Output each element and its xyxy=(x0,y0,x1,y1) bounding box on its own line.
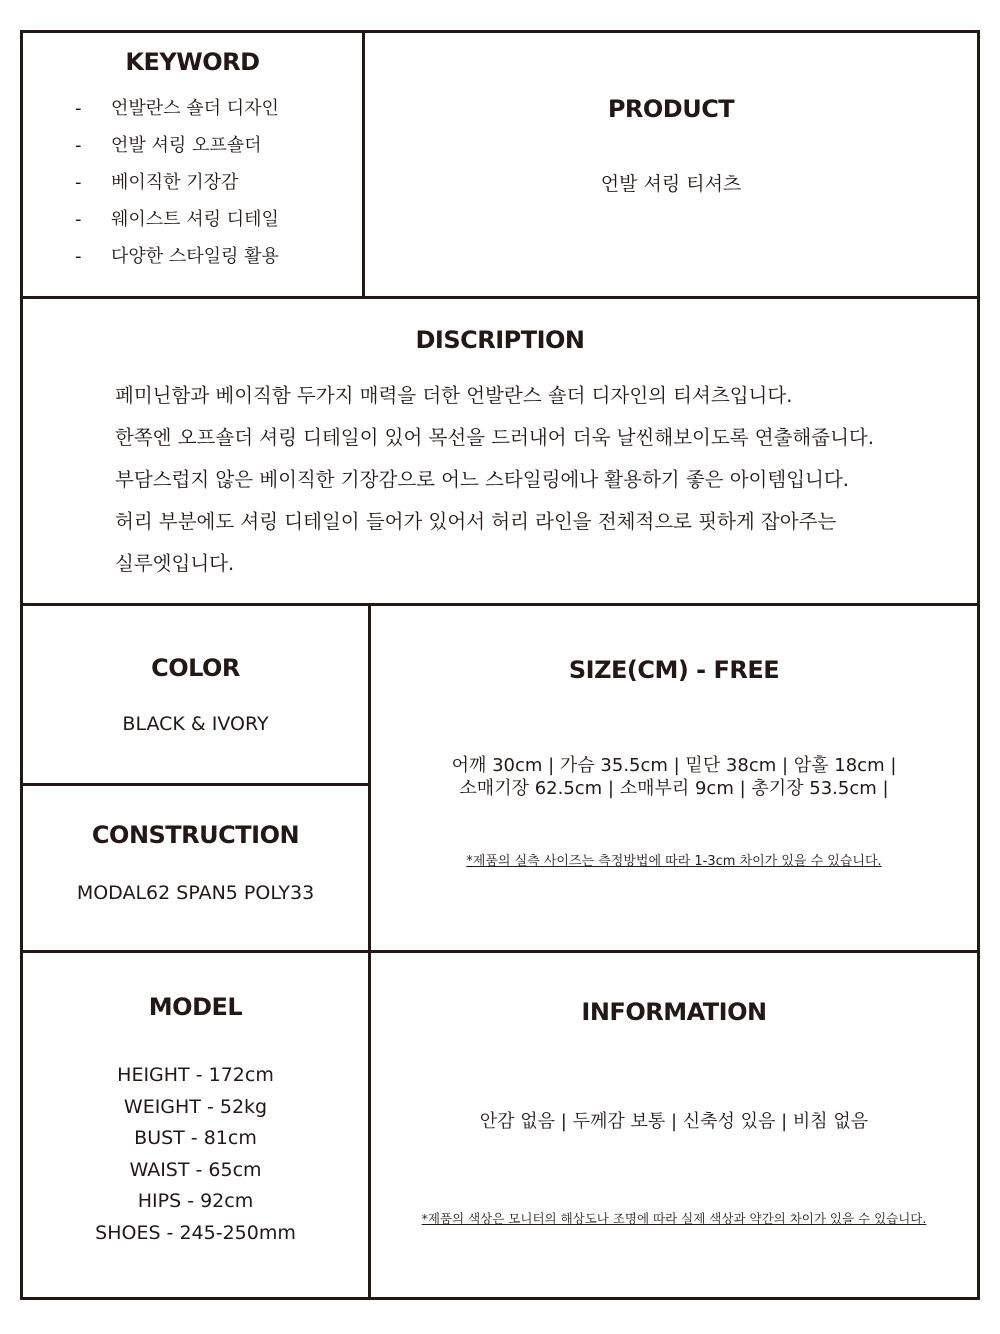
list-item: - 웨이스트 셔링 디테일 xyxy=(75,209,279,230)
color-heading: COLOR xyxy=(151,654,240,682)
color-value: BLACK & IVORY xyxy=(122,713,269,735)
keyword-list xyxy=(23,90,362,275)
information-value: 안감 없음 | 두께감 보통 | 신축성 있음 | 비침 없음 xyxy=(479,1111,869,1132)
construction-heading: CONSTRUCTION xyxy=(91,821,300,849)
information-section xyxy=(371,953,977,1297)
list-item: - 언발란스 숄더 디자인 xyxy=(75,98,279,119)
description-section xyxy=(23,299,977,603)
color-section xyxy=(23,606,368,783)
information-heading: INFORMATION xyxy=(581,998,767,1026)
description-line: 페미닌함과 베이직함 두가지 매력을 더한 언발란스 숄더 디자인의 티셔츠입니다. xyxy=(115,384,793,407)
model-measurement: WEIGHT - 52kg xyxy=(123,1095,268,1118)
model-measurement: WAIST - 65cm xyxy=(129,1158,262,1181)
product-name: 언발 셔링 티셔츠 xyxy=(600,173,742,195)
size-heading: SIZE(CM) - FREE xyxy=(568,656,780,684)
model-measurement: HIPS - 92cm xyxy=(137,1190,254,1213)
model-section xyxy=(23,953,368,1297)
description-heading: DISCRIPTION xyxy=(415,326,585,354)
description-line: 부담스럽지 않은 베이직한 기장감으로 어느 스타일링에나 활용하기 좋은 아이템입니다. xyxy=(115,468,849,491)
description-line: 한쪽엔 오프숄더 셔링 디테일이 있어 목선을 드러내어 더욱 날씬해보이도록 연출해줍니다. xyxy=(115,426,874,449)
model-heading: MODEL xyxy=(148,993,243,1021)
size-section xyxy=(371,606,977,950)
construction-section xyxy=(23,786,368,950)
size-note: *제품의 실측 사이즈는 측정방법에 따라 1-3cm 차이가 있을 수 있습니다. xyxy=(466,854,882,869)
size-measurements-line: 어깨 30cm | 가슴 35.5cm | 밑단 38cm | 암홀 18cm | xyxy=(451,755,897,776)
description-line: 실루엣입니다. xyxy=(115,552,235,575)
description-line: 허리 부분에도 셔링 디테일이 들어가 있어서 허리 라인을 전체적으로 핏하게 잡아주는 xyxy=(115,510,837,533)
product-heading: PRODUCT xyxy=(607,95,735,123)
model-measurements xyxy=(23,1060,368,1250)
construction-value: MODAL62 SPAN5 POLY33 xyxy=(76,882,315,904)
list-item: - 다양한 스타일링 활용 xyxy=(75,246,279,267)
list-item: - 베이직한 기장감 xyxy=(75,172,239,193)
keyword-section xyxy=(23,33,362,296)
model-measurement: HEIGHT - 172cm xyxy=(117,1064,274,1086)
model-measurement: BUST - 81cm xyxy=(134,1127,257,1150)
size-measurements-line: 소매기장 62.5cm | 소매부리 9cm | 총기장 53.5cm | xyxy=(459,778,889,799)
information-note: *제품의 색상은 모니터의 해상도나 조명에 따라 실제 색상과 약간의 차이가 있을 수 있습니다. xyxy=(421,1211,927,1226)
description-text xyxy=(23,375,1000,585)
list-item: - 언발 셔링 오프숄더 xyxy=(75,135,262,156)
model-measurement: SHOES - 245-250mm xyxy=(95,1221,296,1244)
keyword-heading: KEYWORD xyxy=(125,48,260,76)
product-section xyxy=(365,33,977,296)
